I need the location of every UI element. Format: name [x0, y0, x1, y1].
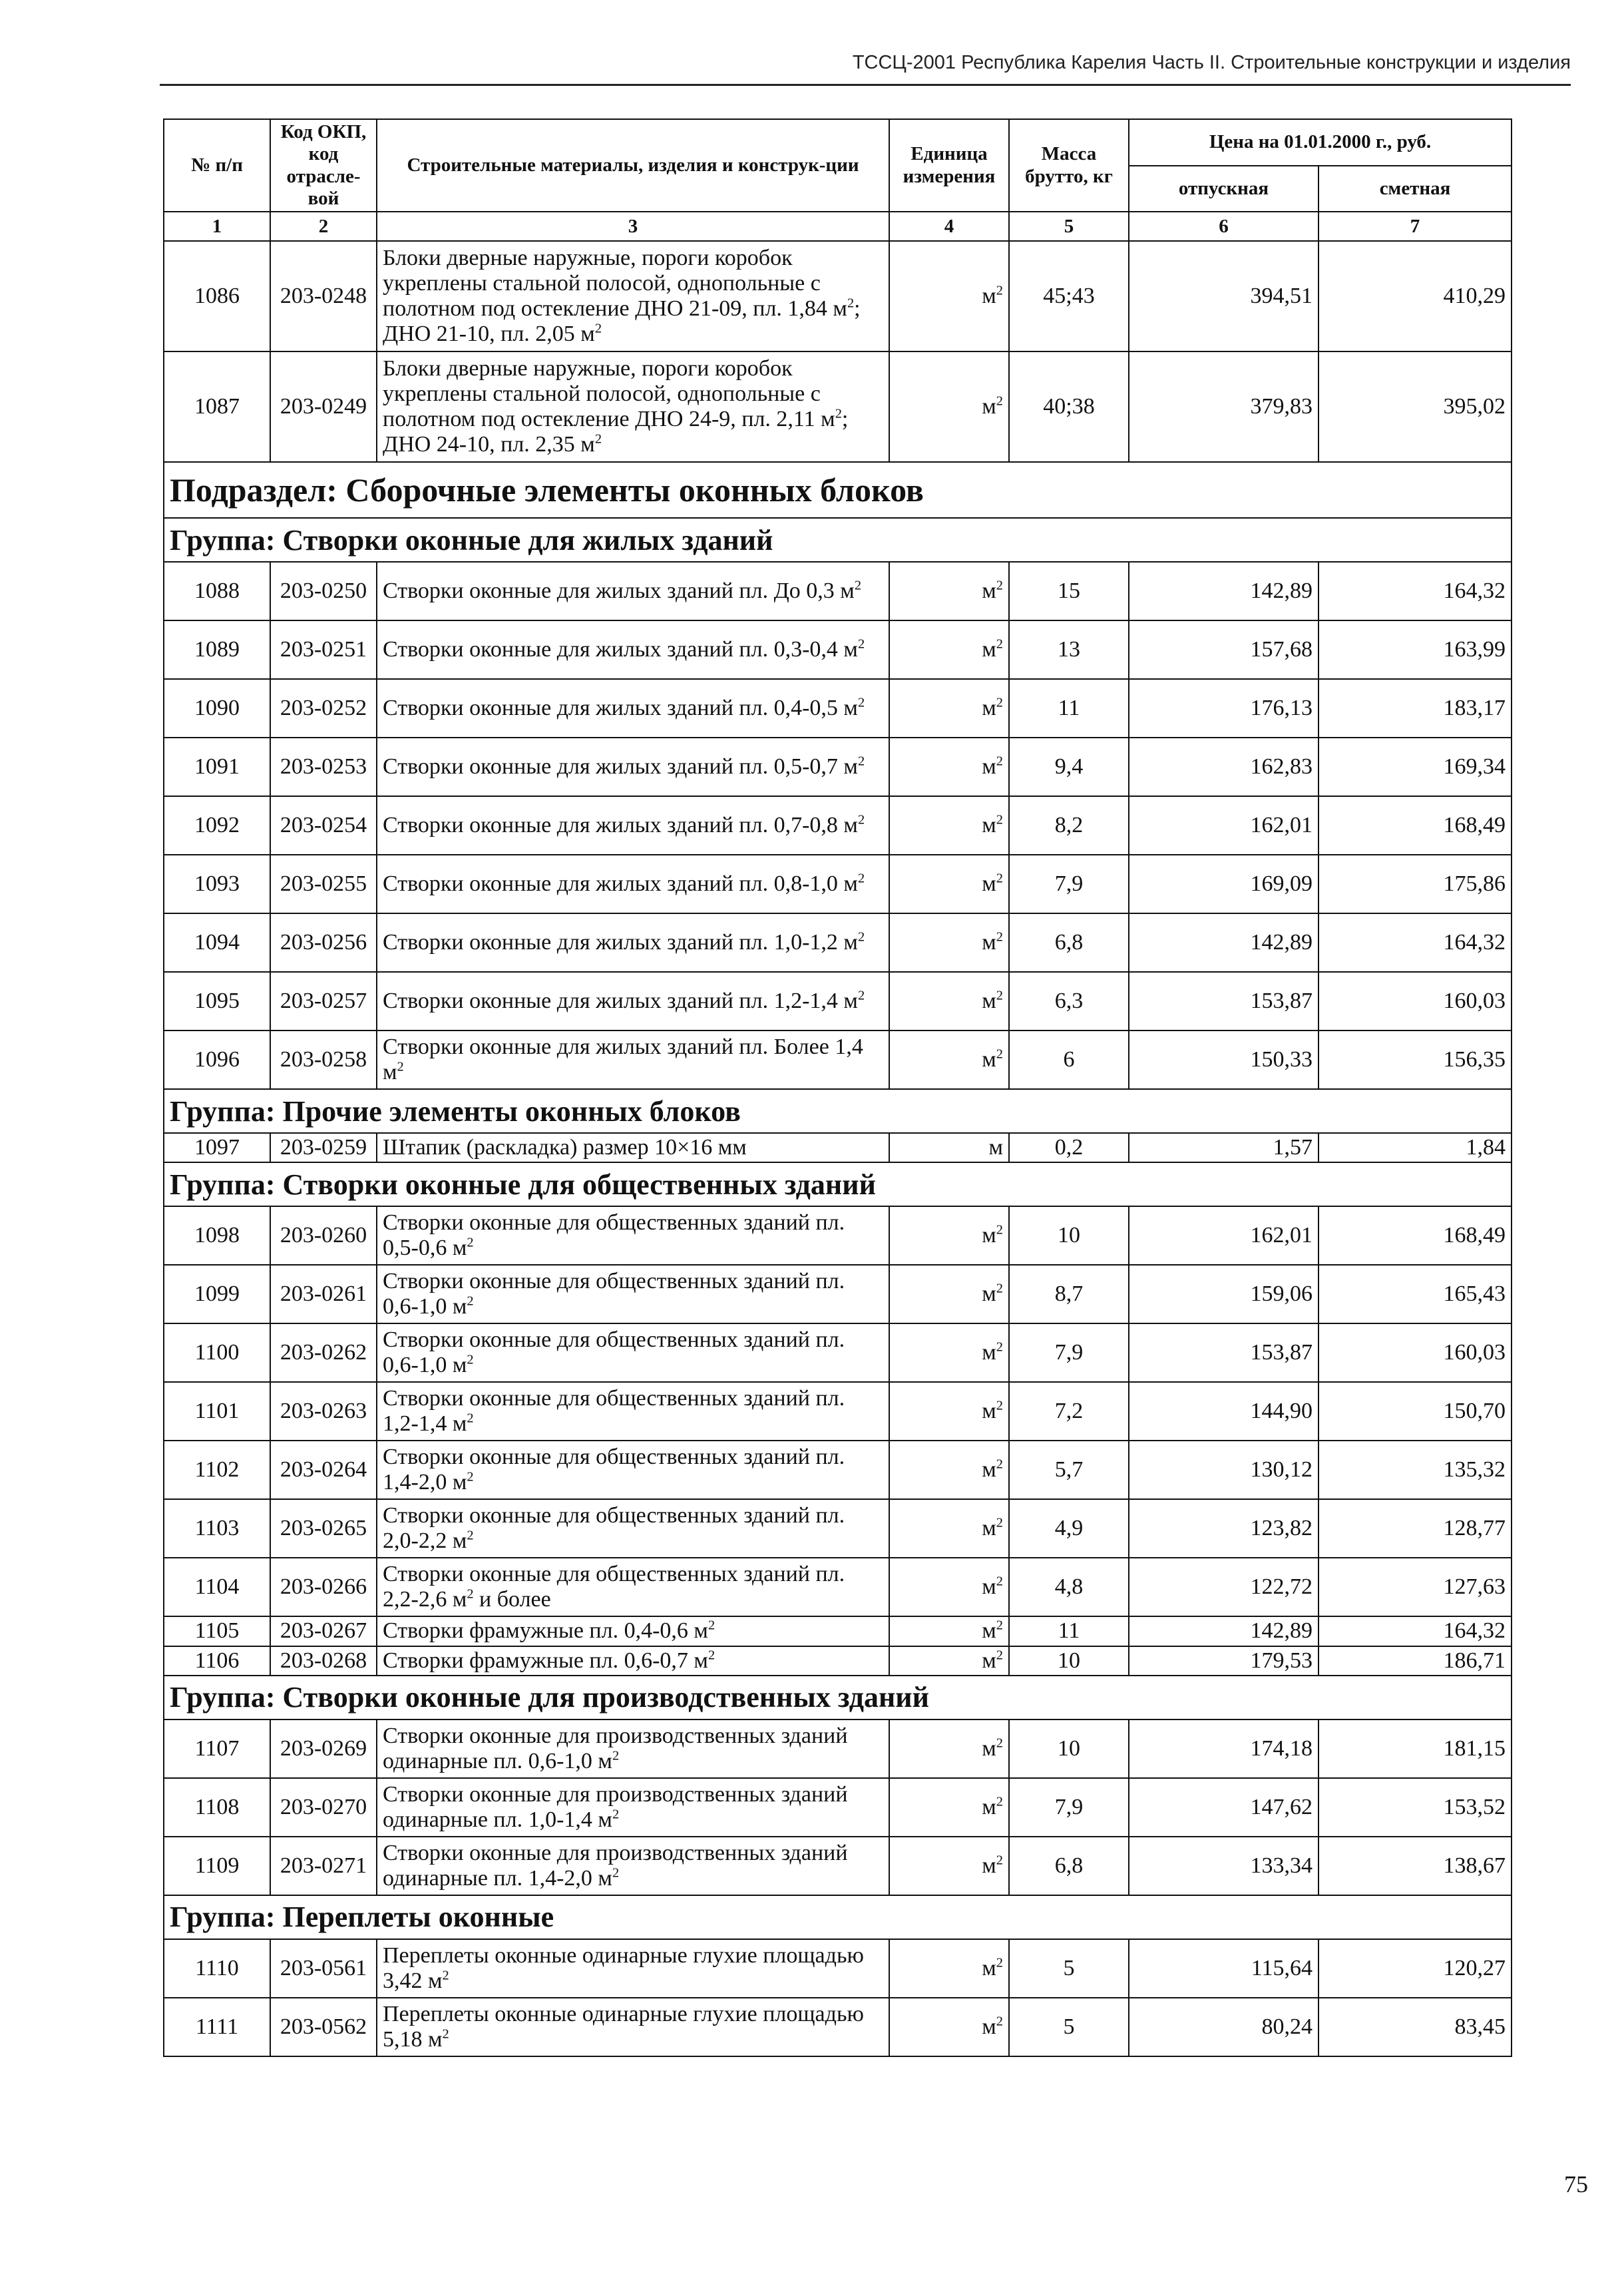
- group-title: Группа: Прочие элементы оконных блоков: [164, 1089, 1512, 1133]
- item-name: Створки оконные для жилых зданий пл. 1,0-1,2 $м^2$: [377, 913, 889, 972]
- group-row: [164, 1162, 1512, 1206]
- item-price-release: 150,33: [1129, 1031, 1318, 1089]
- item-mass: 15: [1009, 562, 1129, 620]
- item-price-release: 123,82: [1129, 1499, 1318, 1558]
- item-price-estimate: 164,32: [1318, 1616, 1512, 1646]
- table-row: [164, 1382, 1512, 1441]
- item-code: 203-0254: [270, 796, 377, 855]
- item-code: 203-0261: [270, 1265, 377, 1323]
- item-code: 203-0561: [270, 1939, 377, 1998]
- item-number: 1099: [164, 1265, 270, 1323]
- item-price-estimate: 135,32: [1318, 1441, 1512, 1499]
- item-code: 203-0251: [270, 620, 377, 679]
- item-number: 1108: [164, 1778, 270, 1837]
- item-name: Створки оконные для общественных зданий пл. 0,6-1,0 $м^2$: [377, 1265, 889, 1323]
- table-row: [164, 562, 1512, 620]
- item-code: 203-0259: [270, 1133, 377, 1162]
- item-price-estimate: 138,67: [1318, 1837, 1512, 1895]
- header-row-1: [164, 119, 1512, 166]
- item-price-estimate: 165,43: [1318, 1265, 1512, 1323]
- table-row: [164, 620, 1512, 679]
- item-price-estimate: 183,17: [1318, 679, 1512, 738]
- col-number: 1: [164, 212, 270, 241]
- item-number: 1110: [164, 1939, 270, 1998]
- item-name: Створки оконные для жилых зданий пл. 1,2-1,4 $м^2$: [377, 972, 889, 1031]
- table-row: [164, 913, 1512, 972]
- item-number: 1097: [164, 1133, 270, 1162]
- col-number: 6: [1129, 212, 1318, 241]
- item-number: 1089: [164, 620, 270, 679]
- item-price-release: 176,13: [1129, 679, 1318, 738]
- group-title: Группа: Створки оконные для жилых зданий: [164, 518, 1512, 562]
- item-price-release: 162,83: [1129, 738, 1318, 796]
- item-price-estimate: 1,84: [1318, 1133, 1512, 1162]
- item-unit: $м^2$: [889, 562, 1009, 620]
- table-row: [164, 1646, 1512, 1676]
- item-mass: 7,2: [1009, 1382, 1129, 1441]
- item-price-estimate: 127,63: [1318, 1558, 1512, 1616]
- item-price-estimate: 160,03: [1318, 1323, 1512, 1382]
- item-number: 1090: [164, 679, 270, 738]
- item-unit: $м^2$: [889, 1499, 1009, 1558]
- item-unit: $м^2$: [889, 913, 1009, 972]
- item-price-estimate: 186,71: [1318, 1646, 1512, 1676]
- item-price-release: 133,34: [1129, 1837, 1318, 1895]
- item-unit: $м^2$: [889, 1031, 1009, 1089]
- page-number: 75: [1564, 2171, 1588, 2197]
- col-price-header: Цена на 01.01.2000 г., руб.: [1129, 119, 1512, 166]
- item-code: 203-0260: [270, 1206, 377, 1265]
- item-name: Переплеты оконные одинарные глухие площадью 5,18 $м^2$: [377, 1998, 889, 2056]
- item-name: Створки оконные для жилых зданий пл. До 0,3 $м^2$: [377, 562, 889, 620]
- group-row: [164, 518, 1512, 562]
- item-price-release: 157,68: [1129, 620, 1318, 679]
- table-row: [164, 738, 1512, 796]
- item-mass: 6,8: [1009, 1837, 1129, 1895]
- item-name: Створки оконные для общественных зданий пл. 1,4-2,0 $м^2$: [377, 1441, 889, 1499]
- item-unit: $м^2$: [889, 620, 1009, 679]
- item-code: 203-0265: [270, 1499, 377, 1558]
- item-price-estimate: 164,32: [1318, 913, 1512, 972]
- item-unit: $м^2$: [889, 1265, 1009, 1323]
- item-number: 1098: [164, 1206, 270, 1265]
- item-price-estimate: 410,29: [1318, 241, 1512, 351]
- item-number: 1096: [164, 1031, 270, 1089]
- item-price-estimate: 128,77: [1318, 1499, 1512, 1558]
- item-name: Створки оконные для жилых зданий пл. 0,8-1,0 $м^2$: [377, 855, 889, 913]
- item-mass: 5,7: [1009, 1441, 1129, 1499]
- item-name: Створки оконные для жилых зданий пл. 0,3-0,4 $м^2$: [377, 620, 889, 679]
- item-unit: $м^2$: [889, 1646, 1009, 1676]
- item-unit: $м^2$: [889, 1939, 1009, 1998]
- item-number: 1087: [164, 351, 270, 462]
- col-unit-header: Единица измерения: [889, 119, 1009, 212]
- table-row: [164, 1998, 1512, 2056]
- table-row: [164, 1206, 1512, 1265]
- table-row: [164, 241, 1512, 351]
- item-price-release: 174,18: [1129, 1720, 1318, 1778]
- item-number: 1109: [164, 1837, 270, 1895]
- item-code: 203-0562: [270, 1998, 377, 2056]
- item-price-release: 162,01: [1129, 796, 1318, 855]
- item-price-release: 153,87: [1129, 972, 1318, 1031]
- item-name: Створки оконные для производственных зданий одинарные пл. 0,6-1,0 $м^2$: [377, 1720, 889, 1778]
- item-unit: $м^2$: [889, 972, 1009, 1031]
- item-price-release: 1,57: [1129, 1133, 1318, 1162]
- item-price-estimate: 163,99: [1318, 620, 1512, 679]
- item-price-release: 130,12: [1129, 1441, 1318, 1499]
- item-price-estimate: 168,49: [1318, 796, 1512, 855]
- item-number: 1103: [164, 1499, 270, 1558]
- item-name: Створки оконные для общественных зданий пл. 0,6-1,0 $м^2$: [377, 1323, 889, 1382]
- column-number-row: [164, 212, 1512, 241]
- item-mass: 5: [1009, 1998, 1129, 2056]
- item-name: Створки фрамужные пл. 0,6-0,7 $м^2$: [377, 1646, 889, 1676]
- item-code: 203-0264: [270, 1441, 377, 1499]
- col-price-estimate-header: сметная: [1318, 166, 1512, 212]
- item-name: Створки оконные для жилых зданий пл. Более 1,4 $м^2$: [377, 1031, 889, 1089]
- item-number: 1105: [164, 1616, 270, 1646]
- item-mass: 6,8: [1009, 913, 1129, 972]
- item-number: 1091: [164, 738, 270, 796]
- item-unit: $м^2$: [889, 1558, 1009, 1616]
- item-unit: $м^2$: [889, 241, 1009, 351]
- item-mass: 8,2: [1009, 796, 1129, 855]
- table-row: [164, 1837, 1512, 1895]
- item-price-release: 147,62: [1129, 1778, 1318, 1837]
- item-name: Створки оконные для общественных зданий пл. 1,2-1,4 $м^2$: [377, 1382, 889, 1441]
- item-unit: $м^2$: [889, 679, 1009, 738]
- item-name: Штапик (раскладка) размер 10×16 мм: [377, 1133, 889, 1162]
- item-unit: $м^2$: [889, 351, 1009, 462]
- item-code: 203-0267: [270, 1616, 377, 1646]
- item-unit: $м^2$: [889, 1441, 1009, 1499]
- item-mass: 10: [1009, 1646, 1129, 1676]
- item-code: 203-0262: [270, 1323, 377, 1382]
- item-price-estimate: 160,03: [1318, 972, 1512, 1031]
- item-price-release: 142,89: [1129, 913, 1318, 972]
- item-price-release: 169,09: [1129, 855, 1318, 913]
- item-price-release: 162,01: [1129, 1206, 1318, 1265]
- group-row: [164, 1089, 1512, 1133]
- item-code: 203-0270: [270, 1778, 377, 1837]
- item-price-estimate: 83,45: [1318, 1998, 1512, 2056]
- item-mass: 6: [1009, 1031, 1129, 1089]
- item-number: 1106: [164, 1646, 270, 1676]
- item-name: Переплеты оконные одинарные глухие площадью 3,42 $м^2$: [377, 1939, 889, 1998]
- item-code: 203-0271: [270, 1837, 377, 1895]
- item-mass: 0,2: [1009, 1133, 1129, 1162]
- col-num-header: № п/п: [164, 119, 270, 212]
- table-row: [164, 1441, 1512, 1499]
- table-row: [164, 679, 1512, 738]
- item-price-release: 159,06: [1129, 1265, 1318, 1323]
- table-row: [164, 1558, 1512, 1616]
- col-number: 7: [1318, 212, 1512, 241]
- item-number: 1104: [164, 1558, 270, 1616]
- item-code: 203-0269: [270, 1720, 377, 1778]
- group-title: Группа: Переплеты оконные: [164, 1895, 1512, 1939]
- item-price-estimate: 153,52: [1318, 1778, 1512, 1837]
- item-code: 203-0263: [270, 1382, 377, 1441]
- item-name: Створки оконные для производственных зданий одинарные пл. 1,0-1,4 $м^2$: [377, 1778, 889, 1837]
- item-mass: 10: [1009, 1720, 1129, 1778]
- item-mass: 11: [1009, 1616, 1129, 1646]
- item-price-release: 115,64: [1129, 1939, 1318, 1998]
- item-number: 1102: [164, 1441, 270, 1499]
- subsection-title: Подраздел: Сборочные элементы оконных блоков: [164, 462, 1512, 518]
- item-number: 1094: [164, 913, 270, 972]
- item-price-estimate: 156,35: [1318, 1031, 1512, 1089]
- table-row: [164, 351, 1512, 462]
- item-mass: 5: [1009, 1939, 1129, 1998]
- group-row: [164, 1895, 1512, 1939]
- item-price-release: 142,89: [1129, 1616, 1318, 1646]
- table-row: [164, 1265, 1512, 1323]
- group-row: [164, 1676, 1512, 1720]
- item-unit: $м^2$: [889, 796, 1009, 855]
- item-name: Створки оконные для общественных зданий пл. 0,5-0,6 $м^2$: [377, 1206, 889, 1265]
- item-name: Блоки дверные наружные, пороги коробок укреплены стальной полосой, однопольные с полотном под остекление ДНО 24-9, пл. 2,11 $м^2$; ДНО 24-10, пл. 2,35 $м^2$: [377, 351, 889, 462]
- item-price-release: 153,87: [1129, 1323, 1318, 1382]
- col-mass-header: Масса брутто, кг: [1009, 119, 1129, 212]
- group-title: Группа: Створки оконные для производственных зданий: [164, 1676, 1512, 1720]
- item-mass: 9,4: [1009, 738, 1129, 796]
- item-code: 203-0268: [270, 1646, 377, 1676]
- item-unit: $м^2$: [889, 1778, 1009, 1837]
- item-unit: $м^2$: [889, 1206, 1009, 1265]
- table-body: [164, 241, 1512, 2056]
- item-number: 1111: [164, 1998, 270, 2056]
- table-row: [164, 1031, 1512, 1089]
- table-row: [164, 855, 1512, 913]
- item-name: Створки оконные для жилых зданий пл. 0,7-0,8 $м^2$: [377, 796, 889, 855]
- item-unit: $м^2$: [889, 1998, 1009, 2056]
- item-unit: $м^2$: [889, 1382, 1009, 1441]
- item-name: Створки фрамужные пл. 0,4-0,6 $м^2$: [377, 1616, 889, 1646]
- table-row: [164, 972, 1512, 1031]
- subsection-row: [164, 462, 1512, 518]
- item-number: 1092: [164, 796, 270, 855]
- item-mass: 7,9: [1009, 855, 1129, 913]
- item-name: Створки оконные для жилых зданий пл. 0,4-0,5 $м^2$: [377, 679, 889, 738]
- price-table: [163, 118, 1512, 2057]
- item-name: Створки оконные для жилых зданий пл. 0,5-0,7 $м^2$: [377, 738, 889, 796]
- col-code-header: Код ОКП, код отрасле-вой: [270, 119, 377, 212]
- item-mass: 8,7: [1009, 1265, 1129, 1323]
- item-price-release: 179,53: [1129, 1646, 1318, 1676]
- col-number: 2: [270, 212, 377, 241]
- table-row: [164, 1323, 1512, 1382]
- item-unit: $м^2$: [889, 738, 1009, 796]
- col-number: 5: [1009, 212, 1129, 241]
- group-title: Группа: Створки оконные для общественных зданий: [164, 1162, 1512, 1206]
- table-row: [164, 1616, 1512, 1646]
- table-row: [164, 1133, 1512, 1162]
- item-mass: 13: [1009, 620, 1129, 679]
- item-code: 203-0248: [270, 241, 377, 351]
- item-name: Блоки дверные наружные, пороги коробок укреплены стальной полосой, однопольные с полотном под остекление ДНО 21-09, пл. 1,84 $м^2$; ДНО 21-10, пл. 2,05 $м^2$: [377, 241, 889, 351]
- item-price-estimate: 169,34: [1318, 738, 1512, 796]
- item-name: Створки оконные для общественных зданий пл. 2,2-2,6 $м^2$ и более: [377, 1558, 889, 1616]
- item-price-estimate: 164,32: [1318, 562, 1512, 620]
- item-price-estimate: 181,15: [1318, 1720, 1512, 1778]
- item-code: 203-0255: [270, 855, 377, 913]
- item-unit: $м^2$: [889, 1323, 1009, 1382]
- running-header: ТССЦ-2001 Республика Карелия Часть II. Строительные конструкции и изделия: [852, 52, 1571, 73]
- table-row: [164, 796, 1512, 855]
- item-price-release: 394,51: [1129, 241, 1318, 351]
- item-price-release: 122,72: [1129, 1558, 1318, 1616]
- item-mass: 10: [1009, 1206, 1129, 1265]
- col-number: 4: [889, 212, 1009, 241]
- item-code: 203-0257: [270, 972, 377, 1031]
- item-price-estimate: 120,27: [1318, 1939, 1512, 1998]
- item-code: 203-0250: [270, 562, 377, 620]
- item-number: 1100: [164, 1323, 270, 1382]
- item-mass: 6,3: [1009, 972, 1129, 1031]
- table-row: [164, 1499, 1512, 1558]
- item-mass: 4,9: [1009, 1499, 1129, 1558]
- item-price-estimate: 150,70: [1318, 1382, 1512, 1441]
- item-code: 203-0258: [270, 1031, 377, 1089]
- col-name-header: Строительные материалы, изделия и конструк-ции: [377, 119, 889, 212]
- item-price-release: 80,24: [1129, 1998, 1318, 2056]
- item-number: 1088: [164, 562, 270, 620]
- table-row: [164, 1720, 1512, 1778]
- item-code: 203-0266: [270, 1558, 377, 1616]
- item-code: 203-0249: [270, 351, 377, 462]
- item-price-estimate: 395,02: [1318, 351, 1512, 462]
- header-rule: [160, 84, 1571, 86]
- item-number: 1086: [164, 241, 270, 351]
- item-price-release: 379,83: [1129, 351, 1318, 462]
- item-name: Створки оконные для производственных зданий одинарные пл. 1,4-2,0 $м^2$: [377, 1837, 889, 1895]
- item-unit: $м^2$: [889, 1616, 1009, 1646]
- item-mass: 40;38: [1009, 351, 1129, 462]
- item-price-release: 142,89: [1129, 562, 1318, 620]
- item-unit: м: [889, 1133, 1009, 1162]
- col-number: 3: [377, 212, 889, 241]
- table-row: [164, 1778, 1512, 1837]
- item-mass: 11: [1009, 679, 1129, 738]
- item-mass: 7,9: [1009, 1778, 1129, 1837]
- item-unit: $м^2$: [889, 1837, 1009, 1895]
- item-code: 203-0253: [270, 738, 377, 796]
- item-name: Створки оконные для общественных зданий пл. 2,0-2,2 $м^2$: [377, 1499, 889, 1558]
- item-price-release: 144,90: [1129, 1382, 1318, 1441]
- item-price-estimate: 168,49: [1318, 1206, 1512, 1265]
- item-price-estimate: 175,86: [1318, 855, 1512, 913]
- item-unit: $м^2$: [889, 1720, 1009, 1778]
- item-code: 203-0256: [270, 913, 377, 972]
- item-number: 1095: [164, 972, 270, 1031]
- item-number: 1093: [164, 855, 270, 913]
- item-mass: 4,8: [1009, 1558, 1129, 1616]
- item-number: 1101: [164, 1382, 270, 1441]
- table-row: [164, 1939, 1512, 1998]
- item-code: 203-0252: [270, 679, 377, 738]
- item-mass: 7,9: [1009, 1323, 1129, 1382]
- item-number: 1107: [164, 1720, 270, 1778]
- col-price-release-header: отпускная: [1129, 166, 1318, 212]
- item-unit: $м^2$: [889, 855, 1009, 913]
- item-mass: 45;43: [1009, 241, 1129, 351]
